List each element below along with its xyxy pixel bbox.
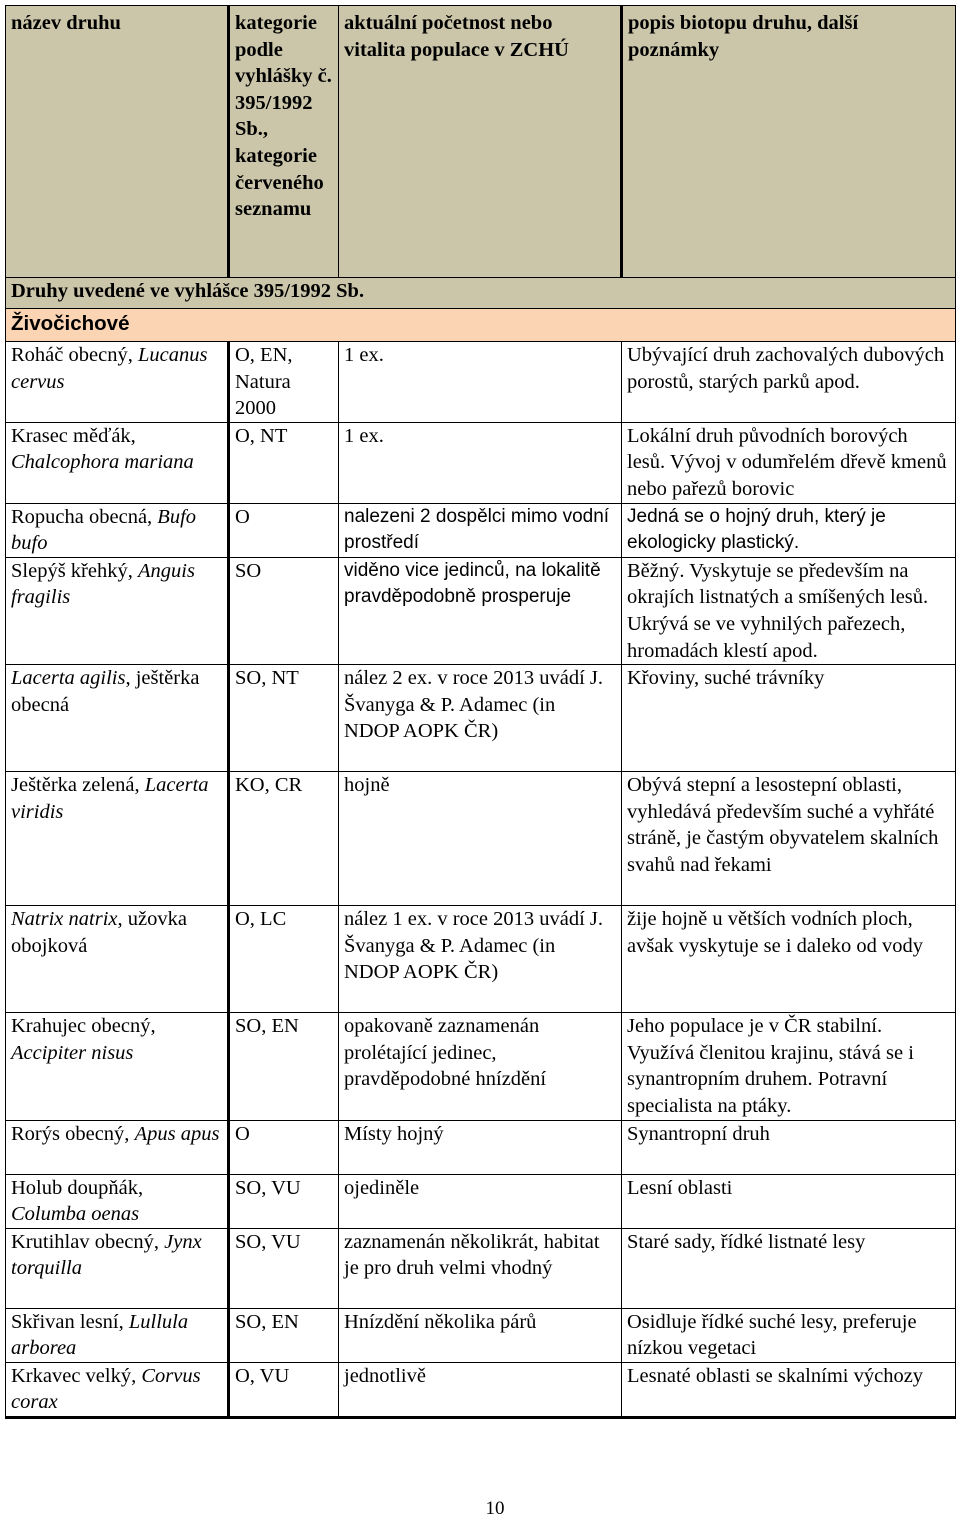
category-cell: O — [229, 1120, 339, 1174]
section-title: Druhy uvedené ve vyhlášce 395/1992 Sb. — [6, 278, 956, 309]
species-name-part: Corvus corax — [11, 1364, 201, 1414]
species-name-cell — [6, 772, 229, 906]
species-table — [5, 5, 956, 1419]
category-cell: O, VU — [229, 1362, 339, 1417]
species-name-cell — [6, 342, 229, 423]
species-name-part: Krutihlav obecný, — [11, 1230, 165, 1253]
category-cell: SO, VU — [229, 1228, 339, 1308]
species-name-part: Apus apus — [134, 1122, 220, 1145]
biotope-cell: Jeho populace je v ČR stabilní. Využívá členitou krajinu, stává se i synantropním druhem. Potravní specialista na ptáky. — [622, 1013, 956, 1120]
population-cell: opakovaně zaznamenán prolétající jedinec, pravděpodobné hnízdění — [339, 1013, 622, 1120]
species-name-part: Bufo bufo — [11, 505, 197, 555]
population-cell: nález 1 ex. v roce 2013 uvádí J. Švanyga & P. Adamec (in NDOP AOPK ČR) — [339, 906, 622, 1013]
species-name-part: Skřivan lesní, — [11, 1310, 129, 1333]
species-name-part: Lucanus cervus — [11, 344, 208, 393]
header-species-name: název druhu — [6, 6, 229, 278]
table-row — [6, 665, 956, 772]
species-name-cell — [6, 1120, 229, 1174]
section-row — [6, 278, 956, 309]
species-name-part: Columba oenas — [11, 1203, 140, 1226]
table-row — [6, 1013, 956, 1120]
category-cell: O, EN, Natura 2000 — [229, 342, 339, 423]
biotope-cell: Ubývající druh zachovalých dubových porostů, starých parků apod. — [622, 342, 956, 423]
group-title: Živočichové — [6, 309, 956, 342]
category-cell: O — [229, 503, 339, 557]
species-name-part: Accipiter nisus — [11, 1041, 134, 1064]
biotope-cell: Lokální druh původních borových lesů. Vývoj v odumřelém dřevě kmenů nebo pařezů borovic — [622, 422, 956, 503]
population-cell: Místy hojný — [339, 1120, 622, 1174]
biotope-cell: Obývá stepní a lesostepní oblasti, vyhledává především suché a vyhřáté stráně, je častým obyvatelem skalních svahů nad řekami — [622, 772, 956, 906]
species-name-part: Holub doupňák, — [11, 1176, 144, 1199]
header-population: aktuální početnost nebo vitalita populace v ZCHÚ — [339, 6, 622, 278]
population-cell: 1 ex. — [339, 342, 622, 423]
species-name-part: Ropucha obecná, — [11, 505, 158, 528]
table-row — [6, 1174, 956, 1228]
biotope-cell: Běžný. Vyskytuje se především na okrajích listnatých a smíšených lesů. Ukrývá se ve vyhnilých pařezech, hromadách klestí apod. — [622, 557, 956, 664]
population-cell: zaznamenán několikrát, habitat je pro druh velmi vhodný — [339, 1228, 622, 1308]
species-name-cell — [6, 503, 229, 557]
population-cell: ojediněle — [339, 1174, 622, 1228]
species-name-cell — [6, 906, 229, 1013]
biotope-cell: Křoviny, suché trávníky — [622, 665, 956, 772]
category-cell: SO — [229, 557, 339, 664]
table-row — [6, 1362, 956, 1417]
species-name-cell — [6, 422, 229, 503]
category-cell: SO, NT — [229, 665, 339, 772]
category-cell: SO, EN — [229, 1013, 339, 1120]
population-cell: nález 2 ex. v roce 2013 uvádí J. Švanyga & P. Adamec (in NDOP AOPK ČR) — [339, 665, 622, 772]
species-name-part: Lacerta viridis — [11, 774, 209, 823]
species-name-part: , ještěrka obecná — [11, 667, 200, 716]
header-category: kategorie podle vyhlášky č. 395/1992 Sb., kategorie červeného seznamu — [229, 6, 339, 278]
page-number: 10 — [485, 1498, 505, 1519]
header-biotope: popis biotopu druhu, další poznámky — [622, 6, 956, 278]
category-cell: O, LC — [229, 906, 339, 1013]
table-row — [6, 1228, 956, 1308]
category-cell: SO, VU — [229, 1174, 339, 1228]
biotope-cell: Synantropní druh — [622, 1120, 956, 1174]
category-cell: KO, CR — [229, 772, 339, 906]
table-row — [6, 557, 956, 664]
table-row — [6, 772, 956, 906]
population-cell: nalezeni 2 dospělci mimo vodní prostředí — [339, 503, 622, 557]
biotope-cell: Osidluje řídké suché lesy, preferuje nízkou vegetaci — [622, 1308, 956, 1362]
table-row — [6, 1308, 956, 1362]
species-name-part: Lullula arborea — [11, 1310, 189, 1360]
population-cell: viděno vice jedinců, na lokalitě pravděpodobně prosperuje — [339, 557, 622, 664]
category-cell: SO, EN — [229, 1308, 339, 1362]
population-cell: hojně — [339, 772, 622, 906]
species-name-part: Krkavec velký, — [11, 1364, 142, 1387]
table-row — [6, 422, 956, 503]
biotope-cell: Lesnaté oblasti se skalními výchozy — [622, 1362, 956, 1417]
table-row — [6, 503, 956, 557]
species-name-cell — [6, 557, 229, 664]
table-row — [6, 1120, 956, 1174]
species-name-part: Krahujec obecný, — [11, 1015, 156, 1038]
species-name-part: , užovka obojková — [11, 908, 187, 957]
population-cell: Hnízdění několika párů — [339, 1308, 622, 1362]
species-name-part: Lacerta agilis — [11, 667, 126, 690]
table-header-row — [6, 6, 956, 278]
species-name-part: Chalcophora mariana — [11, 451, 194, 474]
species-name-cell — [6, 1174, 229, 1228]
biotope-cell: žije hojně u větších vodních ploch, avšak vyskytuje se i daleko od vody — [622, 906, 956, 1013]
species-name-part: Natrix natrix — [11, 908, 118, 931]
species-name-part: Anguis fragilis — [11, 559, 195, 609]
species-name-cell — [6, 1362, 229, 1417]
category-cell: O, NT — [229, 422, 339, 503]
species-name-cell — [6, 1013, 229, 1120]
biotope-cell: Staré sady, řídké listnaté lesy — [622, 1228, 956, 1308]
species-name-cell — [6, 665, 229, 772]
species-name-part: Rorýs obecný, — [11, 1122, 135, 1145]
species-name-part: Jynx torquilla — [11, 1230, 202, 1280]
species-name-part: Ještěrka zelená, — [11, 774, 145, 797]
population-cell: 1 ex. — [339, 422, 622, 503]
species-name-part: Slepýš křehký, — [11, 559, 138, 582]
biotope-cell: Lesní oblasti — [622, 1174, 956, 1228]
group-row — [6, 309, 956, 342]
table-row — [6, 906, 956, 1013]
population-cell: jednotlivě — [339, 1362, 622, 1417]
species-name-part: Roháč obecný, — [11, 344, 138, 366]
species-name-part: Krasec měďák, — [11, 424, 136, 447]
species-name-cell — [6, 1308, 229, 1362]
species-name-cell — [6, 1228, 229, 1308]
table-row — [6, 342, 956, 423]
biotope-cell: Jedná se o hojný druh, který je ekologicky plastický. — [622, 503, 956, 557]
